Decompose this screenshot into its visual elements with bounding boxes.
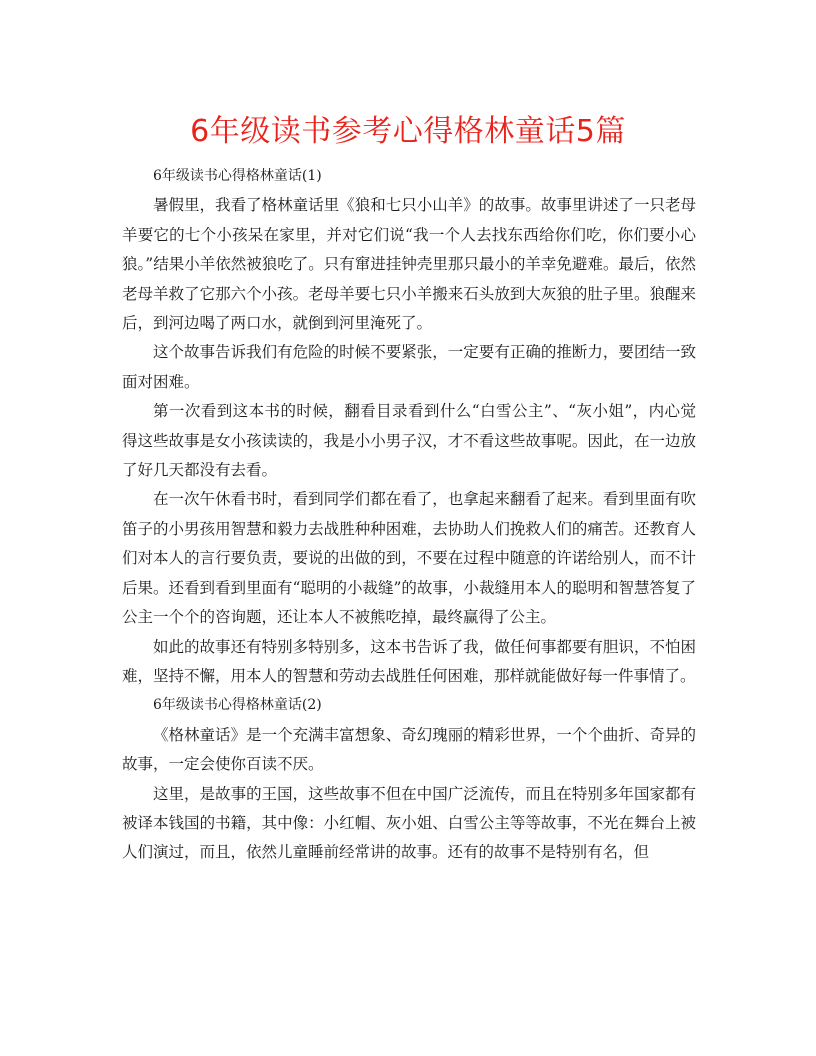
body-paragraph: 这里，是故事的王国，这些故事不但在中国广泛流传，而且在特别多年国家都有被译本钱国的书籍，其中像：小红帽、灰小姐、白雪公主等等故事，不光在舞台上被人们演过，而且，依然儿童睡前经常讲的故事。还有的故事不是特别有名，但 — [122, 784, 696, 862]
section-heading: 6年级读书心得格林童话(2) — [153, 697, 322, 714]
body-paragraph: 这个故事告诉我们有危险的时候不要紧张，一定要有正确的推断力，要团结一致面对困难。 — [122, 343, 696, 391]
body-paragraph: 如此的故事还有特别多特别多，这本书告诉了我，做任何事都要有胆识，不怕困难，坚持不懈，用本人的智慧和劳动去战胜任何困难，那样就能做好每一件事情了。 — [122, 637, 696, 685]
body-paragraph: 暑假里，我看了格林童话里《狼和七只小山羊》的故事。故事里讲述了一只老母羊要它的七个小孩呆在家里，并对它们说“我一个人去找东西给你们吃，你们要小心狼。”结果小羊依然被狼吃了。只有窜进挂钟壳里那只最小的羊幸免避难。最后，依然老母羊救了它那六个小孩。老母羊要七只小羊搬来石头放到大灰狼的肚子里。狼醒来后，到河边喝了两口水，就倒到河里淹死了。 — [122, 196, 696, 333]
body-paragraph: 第一次看到这本书的时候，翻看目录看到什么“白雪公主”、“灰小姐”，内心觉得这些故事是女小孩读读的，我是小小男子汉，才不看这些故事呢。因此，在一边放了好几天都没有去看。 — [122, 402, 696, 480]
document-body — [122, 162, 696, 868]
section-heading: 6年级读书心得格林童话(1) — [153, 168, 322, 184]
document-title: 6年级读书参考心得格林童话5篇 — [190, 114, 626, 149]
body-paragraph: 在一次午休看书时，看到同学们都在看了，也拿起来翻看了起来。看到里面有吹笛子的小男孩用智慧和毅力去战胜种种困难，去协助人们挽救人们的痛苦。还教育人们对本人的言行要负责，要说的出做的到，不要在过程中随意的许诺给别人，而不计后果。还看到看到里面有“聪明的小裁缝”的故事，小裁缝用本人的聪明和智慧答复了公主一个个的咨询题，还让本人不被熊吃掉，最终赢得了公主。 — [122, 490, 696, 627]
body-paragraph: 《格林童话》是一个充满丰富想象、奇幻瑰丽的精彩世界，一个个曲折、奇异的故事，一定会使你百读不厌。 — [122, 725, 696, 774]
